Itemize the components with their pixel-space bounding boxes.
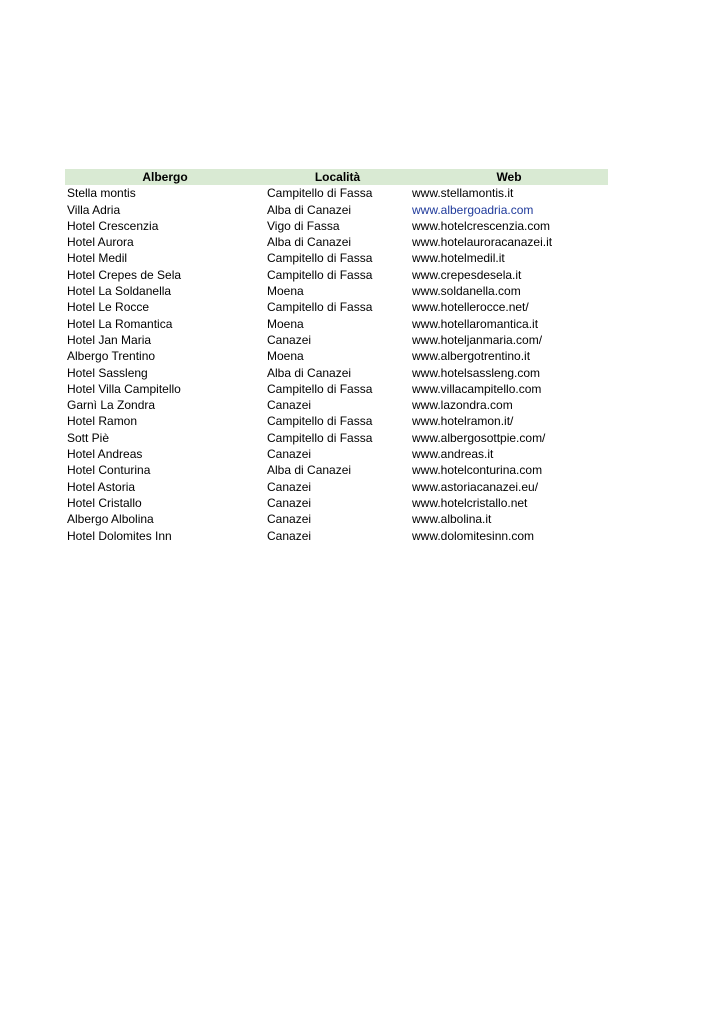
cell-web: www.hoteljanmaria.com/ xyxy=(412,332,543,347)
cell-hotel: Hotel La Soldanella xyxy=(67,284,172,299)
cell-hotel: Hotel Crepes de Sela xyxy=(67,267,182,282)
cell-location: Campitello di Fassa xyxy=(267,186,373,201)
cell-web: www.hotelconturina.com xyxy=(412,463,543,478)
cell-location: Alba di Canazei xyxy=(267,235,352,250)
cell-web: www.albolina.it xyxy=(412,512,492,527)
cell-hotel: Hotel Sassleng xyxy=(67,365,148,380)
cell-hotel: Hotel Andreas xyxy=(67,447,143,462)
cell-location: Canazei xyxy=(267,512,312,527)
table-row xyxy=(65,381,608,397)
table-row xyxy=(65,202,608,218)
cell-hotel: Hotel Medil xyxy=(67,251,128,266)
table-row xyxy=(65,299,608,315)
cell-location: Alba di Canazei xyxy=(267,463,352,478)
table-row xyxy=(65,462,608,478)
table-row xyxy=(65,218,608,234)
header-hotel: Albergo xyxy=(142,170,188,184)
cell-location: Moena xyxy=(267,284,304,299)
cell-web: www.soldanella.com xyxy=(412,284,521,299)
cell-web: www.hotelauroracanazei.it xyxy=(412,235,553,250)
table-row xyxy=(65,430,608,446)
cell-web: www.hotelramon.it/ xyxy=(412,414,514,429)
cell-web: www.astoriacanazei.eu/ xyxy=(412,479,539,494)
cell-web: www.hotelcrescenzia.com xyxy=(412,218,551,233)
cell-location: Canazei xyxy=(267,495,312,510)
cell-web: www.hotellaromantica.it xyxy=(412,316,539,331)
cell-web: www.hotellerocce.net/ xyxy=(412,300,529,315)
cell-hotel: Albergo Trentino xyxy=(67,349,156,364)
cell-web: www.andreas.it xyxy=(412,447,494,462)
table-row xyxy=(65,348,608,364)
cell-hotel: Hotel Conturina xyxy=(67,463,151,478)
cell-hotel: Hotel Crescenzia xyxy=(67,218,159,233)
cell-location: Canazei xyxy=(267,332,312,347)
cell-hotel: Hotel Ramon xyxy=(67,414,138,429)
cell-web: www.stellamontis.it xyxy=(412,186,514,201)
cell-location: Campitello di Fassa xyxy=(267,381,373,396)
cell-location: Campitello di Fassa xyxy=(267,300,373,315)
cell-web: www.hotelsassleng.com xyxy=(412,365,541,380)
cell-location: Campitello di Fassa xyxy=(267,267,373,282)
cell-hotel: Albergo Albolina xyxy=(67,512,154,527)
cell-web: www.hotelmedil.it xyxy=(412,251,505,266)
cell-location: Canazei xyxy=(267,398,312,413)
table-row xyxy=(65,332,608,348)
cell-web: www.dolomitesinn.com xyxy=(412,528,535,543)
table-row xyxy=(65,185,608,201)
cell-hotel: Hotel Dolomites Inn xyxy=(67,528,172,543)
table-row xyxy=(65,479,608,495)
cell-hotel: Hotel Cristallo xyxy=(67,495,142,510)
cell-web: www.lazondra.com xyxy=(412,398,513,413)
table-row xyxy=(65,413,608,429)
cell-location: Moena xyxy=(267,349,304,364)
cell-hotel: Villa Adria xyxy=(67,202,121,217)
table-row xyxy=(65,316,608,332)
cell-hotel: Stella montis xyxy=(67,186,136,201)
cell-location: Alba di Canazei xyxy=(267,202,352,217)
cell-web: www.crepesdesela.it xyxy=(412,267,522,282)
table-header-row xyxy=(65,169,608,185)
cell-location: Moena xyxy=(267,316,304,331)
cell-web-link[interactable]: www.albergoadria.com xyxy=(412,202,534,217)
cell-hotel: Hotel Le Rocce xyxy=(67,300,150,315)
cell-hotel: Hotel Astoria xyxy=(67,479,136,494)
table-row xyxy=(65,397,608,413)
table-row xyxy=(65,283,608,299)
cell-location: Campitello di Fassa xyxy=(267,414,373,429)
table-row xyxy=(65,528,608,544)
cell-location: Canazei xyxy=(267,528,312,543)
cell-location: Campitello di Fassa xyxy=(267,430,373,445)
table-row xyxy=(65,267,608,283)
hotel-table xyxy=(65,169,608,544)
cell-web: www.albergosottpie.com/ xyxy=(412,430,546,445)
cell-hotel: Hotel La Romantica xyxy=(67,316,173,331)
cell-location: Alba di Canazei xyxy=(267,365,352,380)
cell-location: Campitello di Fassa xyxy=(267,251,373,266)
header-web: Web xyxy=(496,170,522,184)
cell-hotel: Hotel Villa Campitello xyxy=(67,381,181,396)
table-row xyxy=(65,446,608,462)
table-row xyxy=(65,234,608,250)
table-row xyxy=(65,495,608,511)
cell-hotel: Hotel Aurora xyxy=(67,235,134,250)
table-row xyxy=(65,511,608,527)
cell-web: www.albergotrentino.it xyxy=(412,349,531,364)
header-location: Località xyxy=(314,170,361,184)
cell-hotel: Sott Piè xyxy=(67,430,110,445)
cell-location: Canazei xyxy=(267,479,312,494)
cell-web: www.hotelcristallo.net xyxy=(412,495,528,510)
table-row xyxy=(65,250,608,266)
cell-location: Canazei xyxy=(267,447,312,462)
cell-location: Vigo di Fassa xyxy=(267,218,340,233)
cell-web: www.villacampitello.com xyxy=(412,381,542,396)
cell-hotel: Garnì La Zondra xyxy=(67,398,156,413)
table-row xyxy=(65,365,608,381)
cell-hotel: Hotel Jan Maria xyxy=(67,332,152,347)
